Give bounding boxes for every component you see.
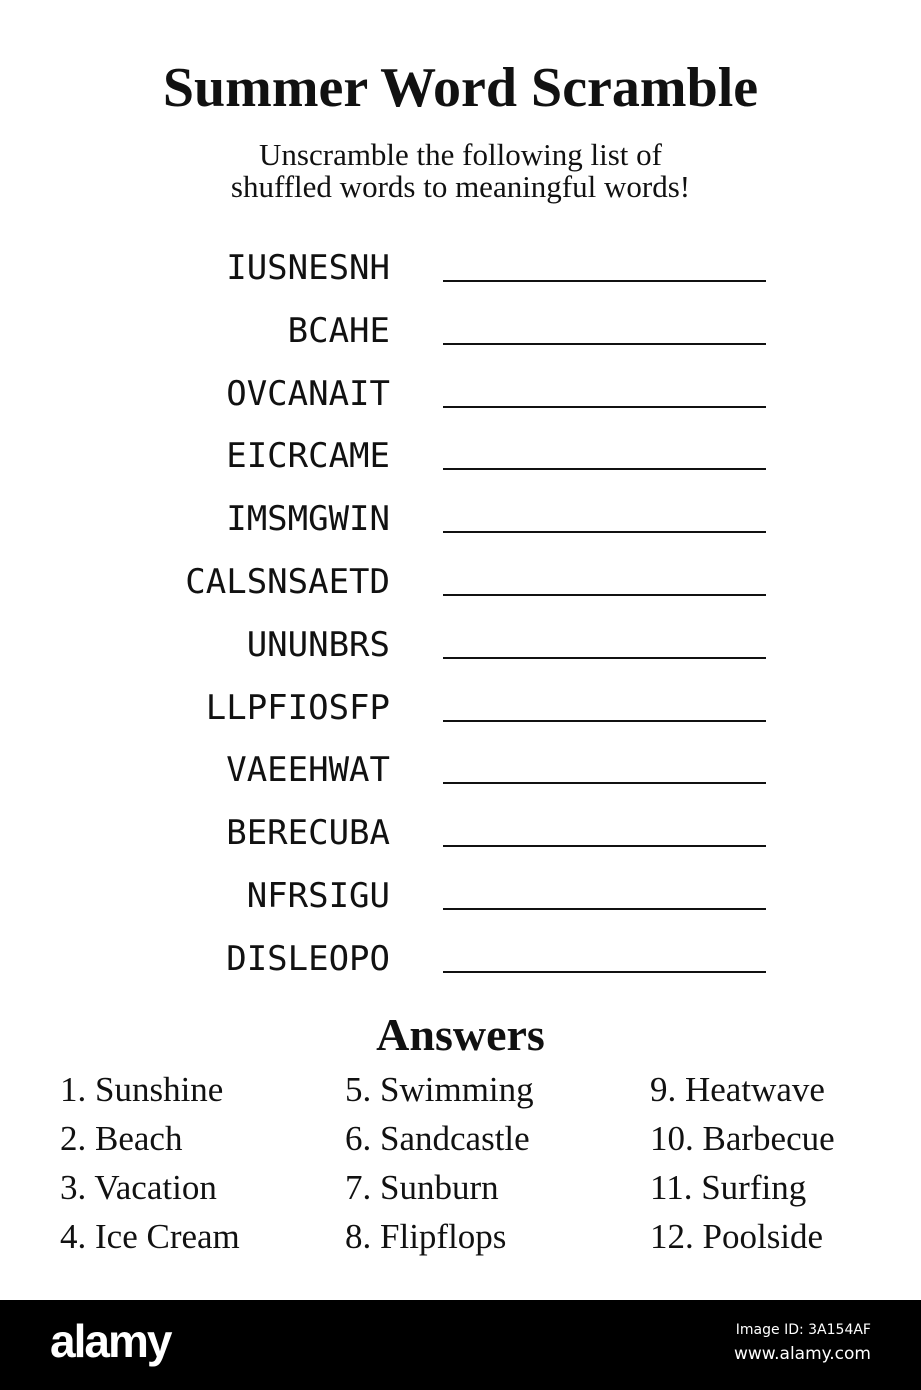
scrambled-word: CALSNSAETD: [185, 562, 390, 602]
scrambled-word: IUSNESNH: [226, 248, 390, 288]
answer-item: 10. Barbecue: [650, 1119, 835, 1158]
scramble-row: [0, 686, 921, 736]
answer-blank-line[interactable]: [443, 657, 766, 659]
answer-item: 7. Sunburn: [345, 1168, 499, 1207]
answer-blank-line[interactable]: [443, 720, 766, 722]
answer-blank-line[interactable]: [443, 468, 766, 470]
scrambled-word: BCAHE: [287, 310, 390, 351]
answer-item: 11. Surfing: [650, 1168, 807, 1207]
alamy-logo: alamy: [50, 1315, 171, 1367]
answer-item: 12. Poolside: [650, 1217, 824, 1256]
answer-item: 4. Ice Cream: [60, 1217, 240, 1256]
scrambled-word: DISLEOPO: [226, 938, 390, 979]
scrambled-word: LLPFIOSFP: [205, 687, 390, 728]
scrambled-word: BERECUBA: [226, 813, 390, 854]
scramble-row: [0, 560, 921, 610]
scrambled-word: OVCANAIT: [226, 373, 390, 414]
answer-blank-line[interactable]: [443, 594, 766, 596]
scrambled-word: VAEEHWAT: [226, 750, 390, 791]
scramble-row: [0, 497, 921, 547]
scrambled-word: IMSMGWIN: [226, 499, 390, 540]
scramble-row: [0, 434, 921, 484]
answer-blank-line[interactable]: [443, 782, 766, 784]
answer-blank-line[interactable]: [443, 343, 766, 345]
answer-blank-line[interactable]: [443, 406, 766, 408]
answer-blank-line[interactable]: [443, 531, 766, 533]
scrambled-word: NFRSIGU: [246, 876, 390, 916]
answer-item: 5. Swimming: [345, 1070, 534, 1109]
scramble-row: [0, 937, 921, 987]
site-url: www.alamy.com: [733, 1344, 871, 1364]
scramble-row: [0, 372, 921, 422]
answer-item: 9. Heatwave: [650, 1070, 825, 1109]
image-id: Image ID: 3A154AF: [735, 1322, 871, 1338]
answer-blank-line[interactable]: [443, 971, 766, 973]
scramble-row: [0, 623, 921, 673]
scrambled-word: UNUNBRS: [246, 624, 390, 665]
answer-item: 8. Flipflops: [345, 1217, 507, 1256]
scramble-row: [0, 874, 921, 924]
scramble-row: [0, 309, 921, 359]
scrambled-word: EICRCAME: [226, 436, 390, 477]
footer-banner: [0, 1300, 921, 1390]
answer-blank-line[interactable]: [443, 280, 766, 282]
answer-blank-line[interactable]: [443, 908, 766, 910]
answer-item: 6. Sandcastle: [345, 1119, 530, 1158]
answer-item: 2. Beach: [60, 1119, 183, 1158]
page-title: Summer Word Scramble: [162, 57, 759, 119]
instructions-line-1: Unscramble the following list of: [259, 137, 662, 172]
scramble-row: [0, 246, 921, 296]
answer-blank-line[interactable]: [443, 845, 766, 847]
scramble-row: [0, 811, 921, 861]
scramble-row: [0, 748, 921, 798]
answers-heading: Answers: [376, 1009, 545, 1060]
answer-item: 1. Sunshine: [60, 1070, 224, 1109]
answer-item: 3. Vacation: [60, 1168, 217, 1207]
instructions-line-2: shuffled words to meaningful words!: [230, 169, 691, 204]
